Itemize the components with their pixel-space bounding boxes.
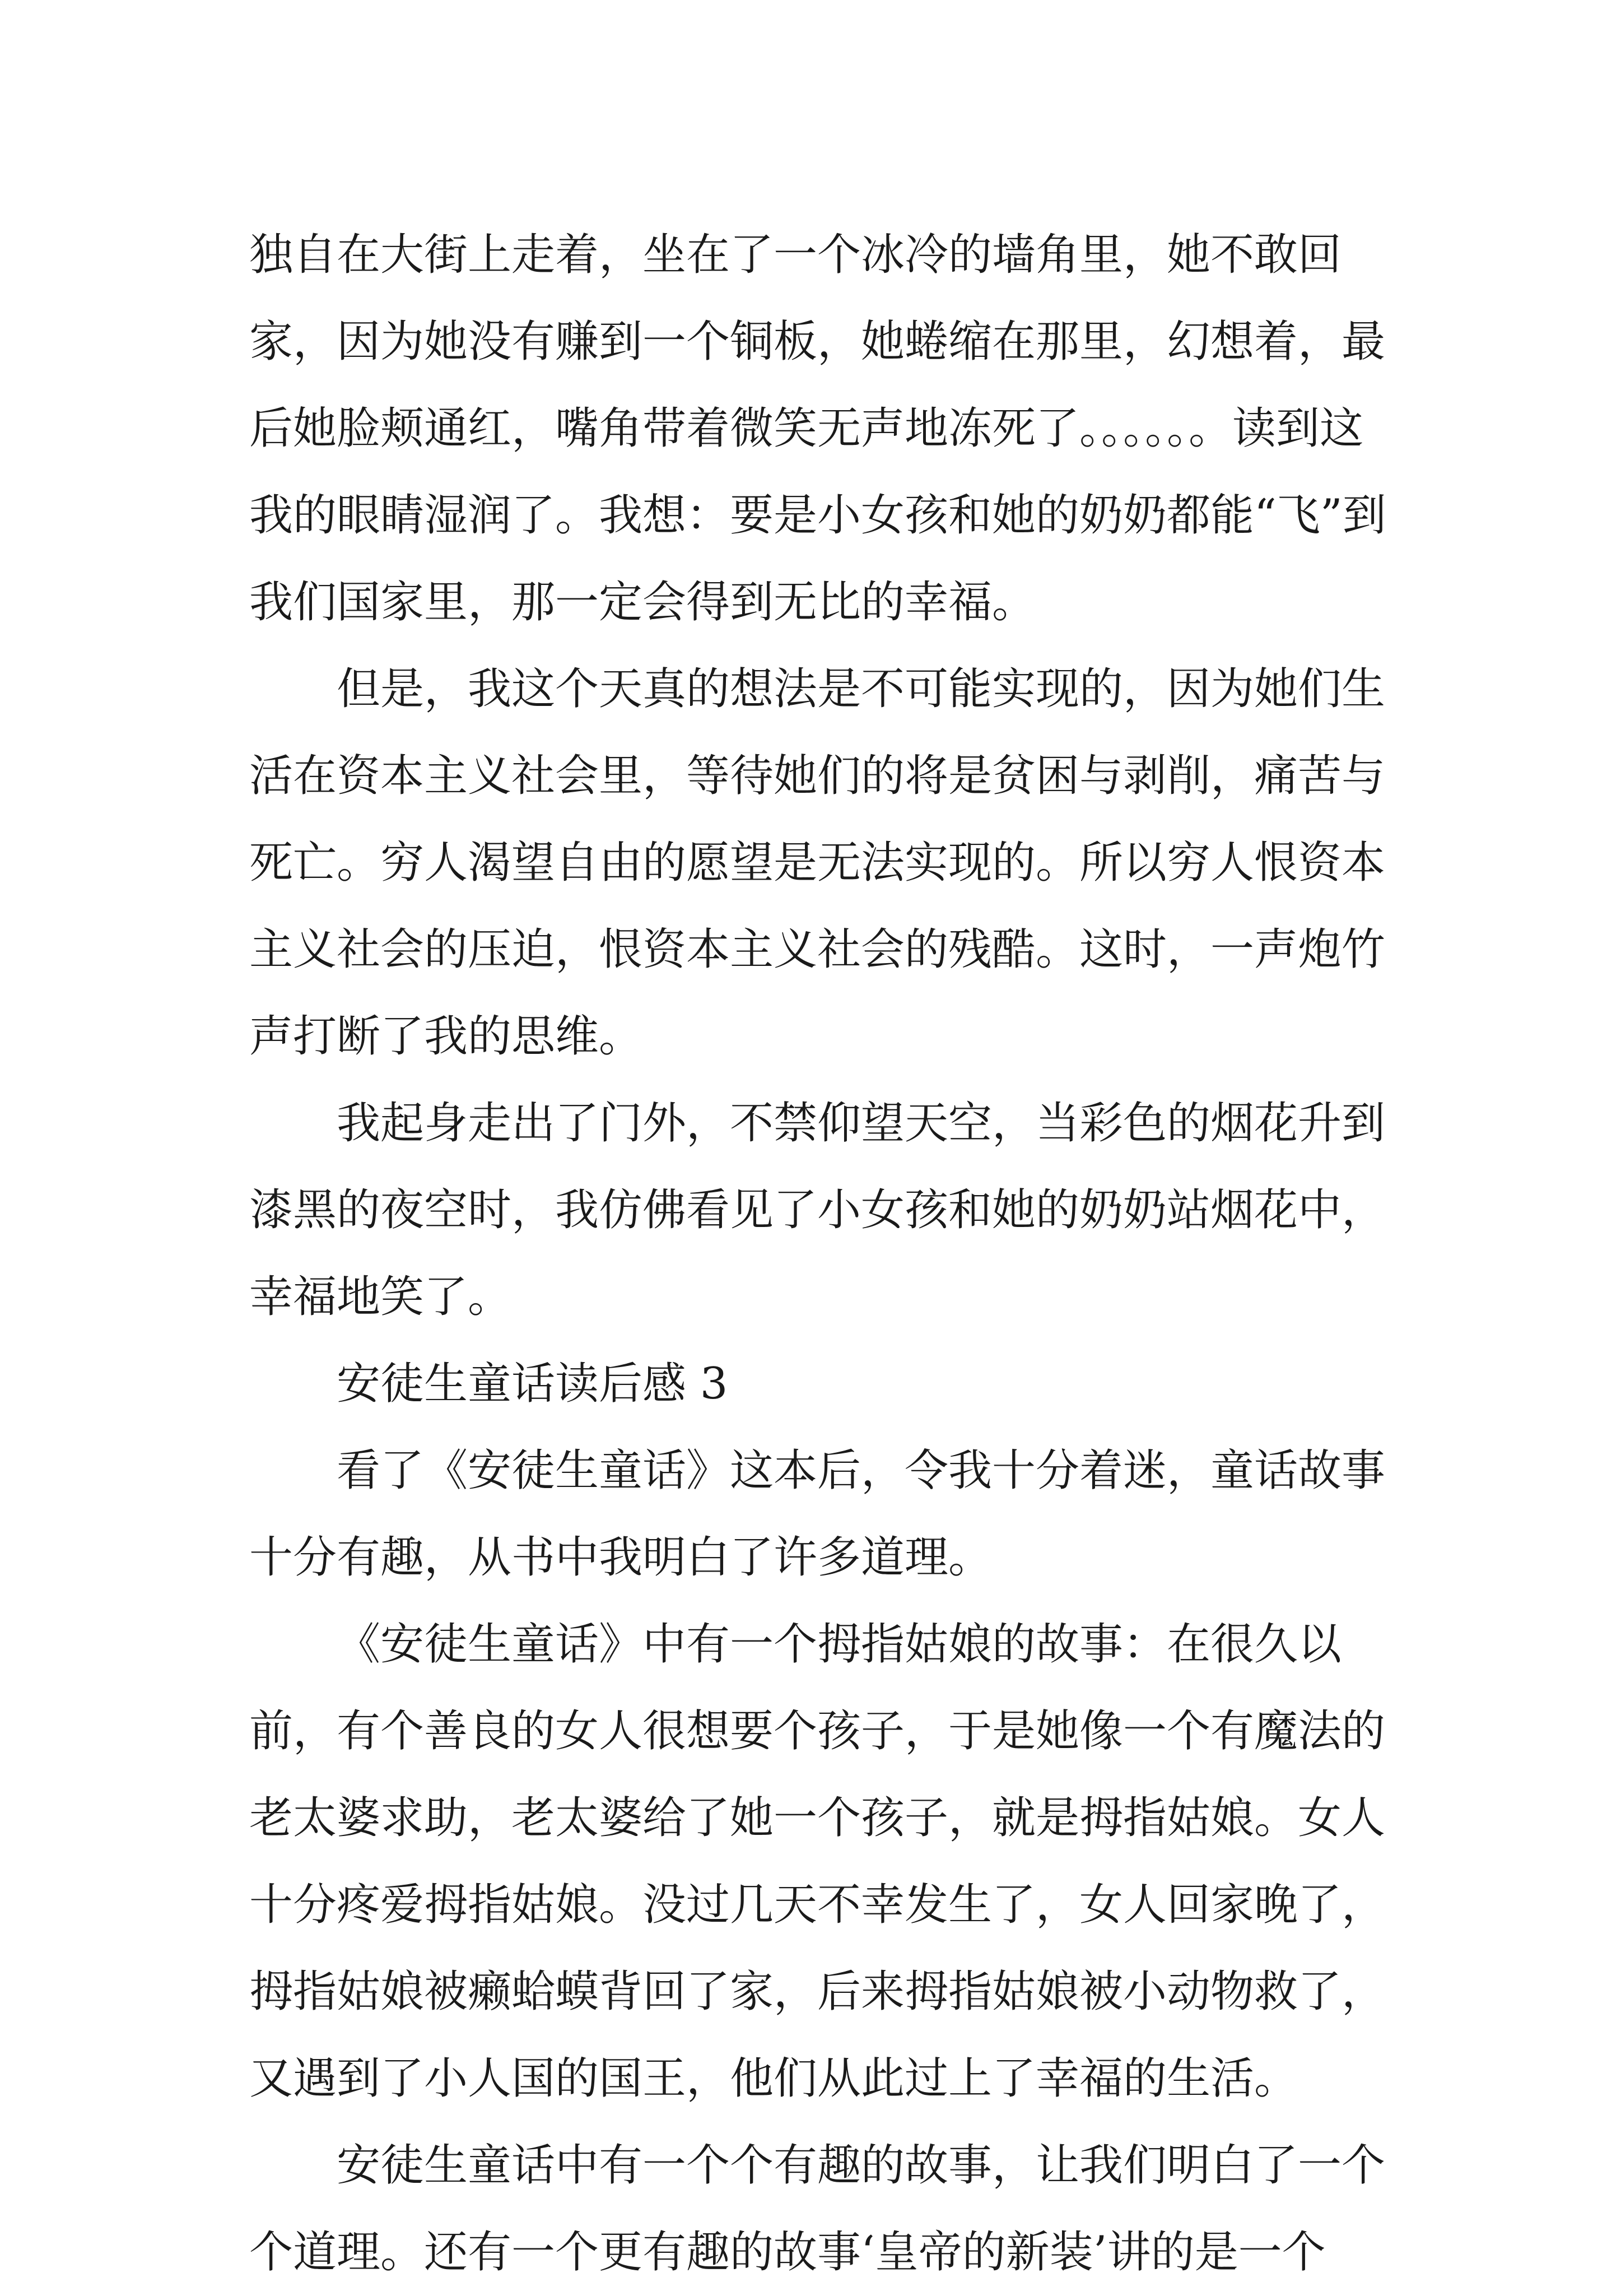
paragraph: 《安徒生童话》中有一个拇指姑娘的故事：在很久以前，有个善良的女人很想要个孩子，于是她像一个有魔法的老太婆求助，老太婆给了她一个孩子，就是拇指姑娘。女人十分疼爱拇指姑娘。没过几天不幸发生了，女人回家晚了，拇指姑娘被癞蛤蟆背回了家，后来拇指姑娘被小动物救了，又遇到了小人国的国王，他们从此过上了幸福的生活。 — [249, 1619, 1386, 2104]
body-text — [249, 212, 1398, 2296]
paragraph-continuation: 独自在大街上走着，坐在了一个冰冷的墙角里，她不敢回家，因为她没有赚到一个铜板，她蜷缩在那里，幻想着，最后她脸颊通红，嘴角带着微笑无声地冻死了。。。。。。读到这我的眼睛湿润了。我想：要是小女孩和她的奶奶都能“飞”到我们国家里，那一定会得到无比的幸福。 — [249, 230, 1386, 628]
section-heading: 安徒生童话读后感 3 — [337, 1359, 728, 1409]
paragraph: 我起身走出了门外，不禁仰望天空，当彩色的烟花升到漆黑的夜空时，我仿佛看见了小女孩和她的奶奶站烟花中，幸福地笑了。 — [249, 1098, 1386, 1322]
paragraph: 安徒生童话中有一个个有趣的故事，让我们明白了一个个道理。还有一个更有趣的故事‘皇帝的新装’讲的是一个 — [249, 2140, 1386, 2278]
paragraph: 看了《安徒生童话》这本后，令我十分着迷，童话故事十分有趣，从书中我明白了许多道理。 — [249, 1446, 1386, 1583]
paragraph: 但是，我这个天真的想法是不可能实现的，因为她们生活在资本主义社会里，等待她们的将是贫困与剥削，痛苦与死亡。穷人渴望自由的愿望是无法实现的。所以穷人恨资本主义社会的压迫，恨资本主义社会的残酷。这时，一声炮竹声打断了我的思维。 — [249, 664, 1386, 1062]
